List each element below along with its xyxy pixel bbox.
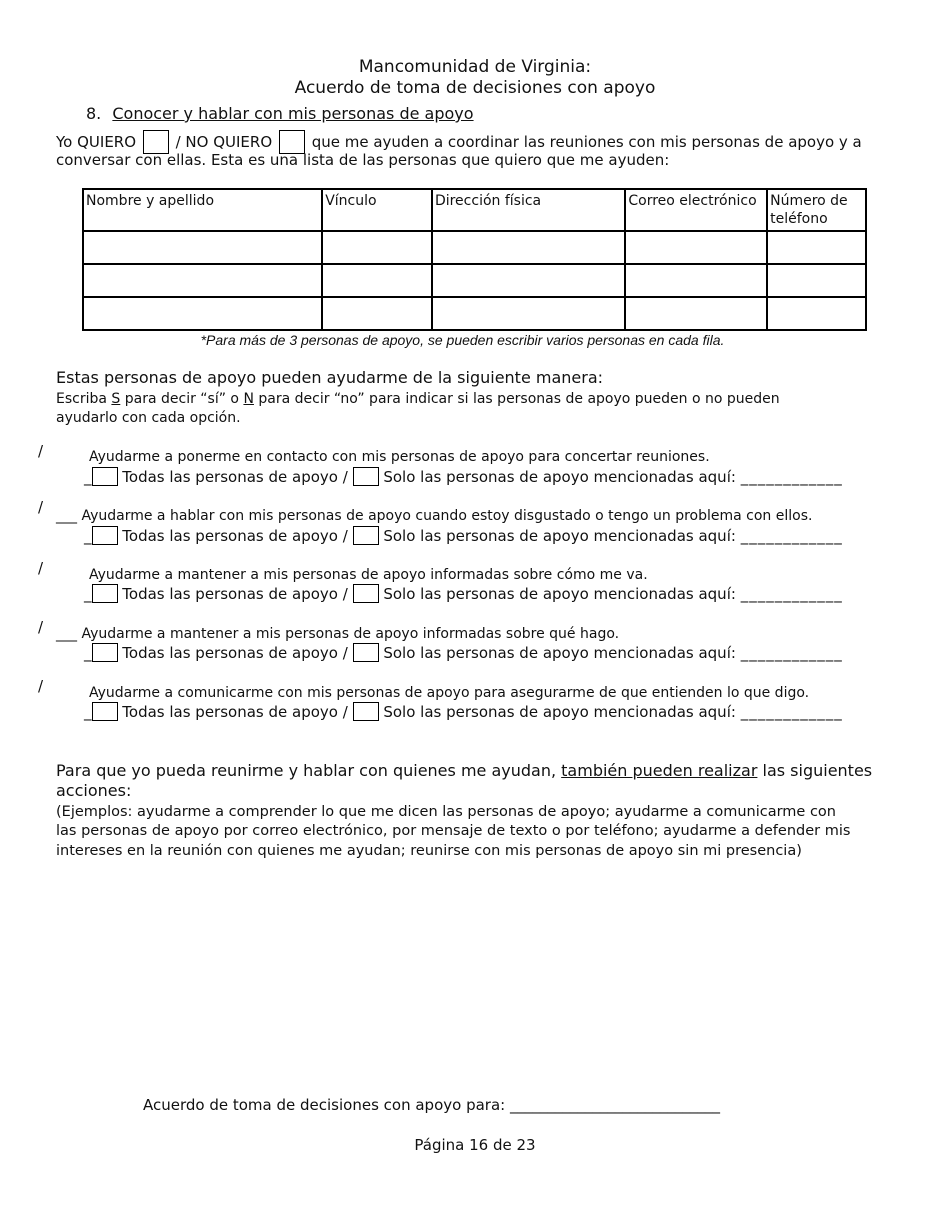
header-name: Nombre y apellido [83,189,322,231]
option-answer-blank[interactable]: ___ [56,626,77,642]
instr-text: para decir “no” para indicar si las personas de apoyo pueden o no pueden [253,391,780,407]
help-heading: Estas personas de apoyo pueden ayudarme de la siguiente manera: [56,368,604,387]
option-title: Ayudarme a mantener a mis personas de apoyo informadas sobre cómo me va. [89,567,648,583]
all-supporters-checkbox[interactable] [92,526,118,545]
document-title: Mancomunidad de Virginia: [358,57,592,77]
help-instructions [56,390,780,408]
only-listed-label: Solo las personas de apoyo mencionadas aquí: [383,585,736,603]
table-row [83,264,866,297]
table-row [83,297,866,330]
actions-text: las siguientes [757,761,873,780]
cell-relationship[interactable] [322,264,432,297]
only-listed-checkbox[interactable] [353,467,379,486]
actions-example-2: las personas de apoyo por correo electrónico, por mensaje de texto o por teléfono; ayudarme a defender mis [56,823,851,839]
option-title-row [56,626,619,642]
actions-example-3: intereses en la reunión con quienes me ayudan; reunirse con mis personas de apoyo sin mi presencia) [56,843,802,859]
option-choices: _ Todas las personas de apoyo / Solo las personas de apoyo mencionadas aquí: ____________ [84,468,843,486]
only-listed-checkbox[interactable] [353,526,379,545]
section-heading [86,105,474,123]
option-choices: _ Todas las personas de apoyo / Solo las personas de apoyo mencionadas aquí: ____________ [84,585,843,603]
only-listed-checkbox[interactable] [353,643,379,662]
actions-emphasis: también pueden realizar [561,761,758,780]
cell-address[interactable] [432,297,625,330]
actions-heading-2: acciones: [56,781,132,800]
option-marker: / [38,442,44,460]
actions-example-1: (Ejemplos: ayudarme a comprender lo que me dicen las personas de apoyo; ayudarme a comunicarme con [56,804,836,820]
cell-name[interactable] [83,297,322,330]
option-choices: _ Todas las personas de apoyo / Solo las personas de apoyo mencionadas aquí: ____________ [84,644,843,662]
option-title: Ayudarme a hablar con mis personas de apoyo cuando estoy disgustado o tengo un problema con ellos. [81,508,813,524]
all-supporters-label: Todas las personas de apoyo / [122,468,348,486]
option-choices: _ Todas las personas de apoyo / Solo las personas de apoyo mencionadas aquí: ____________ [84,527,843,545]
all-supporters-checkbox[interactable] [92,467,118,486]
all-supporters-checkbox[interactable] [92,702,118,721]
cell-email[interactable] [625,264,767,297]
option-marker: / [38,677,44,695]
cell-phone[interactable] [767,297,866,330]
cell-address[interactable] [432,264,625,297]
option-title: Ayudarme a comunicarme con mis personas de apoyo para asegurarme de que entienden lo que digo. [89,685,810,701]
option-marker: / [38,618,44,636]
option-marker: / [38,559,44,577]
actions-heading [56,762,872,780]
only-listed-label: Solo las personas de apoyo mencionadas aquí: [383,527,736,545]
header-email: Correo electrónico [625,189,767,231]
table-note: *Para más de 3 personas de apoyo, se pueden escribir varios personas en cada fila. [200,332,725,348]
header-relationship: Vínculo [322,189,432,231]
instr-yes-letter: S [111,391,121,407]
all-supporters-checkbox[interactable] [92,584,118,603]
listed-names-blank[interactable]: ____________ [740,468,843,486]
header-phone: Número de teléfono [767,189,866,231]
instr-no-letter: N [243,391,254,407]
instr-text: Escriba [56,391,112,407]
only-listed-label: Solo las personas de apoyo mencionadas aquí: [383,703,736,721]
section-number: 8. [86,104,102,123]
document-subtitle: Acuerdo de toma de decisiones con apoyo [294,78,656,98]
intro-text-1: que me ayuden a coordinar las reuniones con mis personas de apoyo y a [311,133,862,151]
instr-text: para decir “sí” o [120,391,244,407]
cell-relationship[interactable] [322,231,432,264]
cell-relationship[interactable] [322,297,432,330]
all-supporters-label: Todas las personas de apoyo / [122,585,348,603]
option-title: Ayudarme a ponerme en contacto con mis personas de apoyo para concertar reuniones. [89,449,710,465]
only-listed-label: Solo las personas de apoyo mencionadas aquí: [383,644,736,662]
intro-line-2: conversar con ellas. Esta es una lista de las personas que quiero que me ayuden: [56,151,670,169]
cell-name[interactable] [83,231,322,264]
option-answer-blank[interactable]: ___ [56,508,77,524]
all-supporters-checkbox[interactable] [92,643,118,662]
listed-names-blank[interactable]: ____________ [740,644,843,662]
table-header-row [83,189,866,231]
cell-email[interactable] [625,297,767,330]
footer-agreement-line: Acuerdo de toma de decisiones con apoyo para: ____________________________ [143,1096,720,1114]
support-people-table [82,188,867,331]
header-address: Dirección física [432,189,625,231]
listed-names-blank[interactable]: ____________ [740,703,843,721]
cell-name[interactable] [83,264,322,297]
all-supporters-label: Todas las personas de apoyo / [122,527,348,545]
help-instructions-2: ayudarlo con cada opción. [56,410,241,426]
not-want-label: / NO QUIERO [175,133,273,151]
want-label: Yo QUIERO [56,133,137,151]
option-marker: / [38,498,44,516]
page-number: Página 16 de 23 [414,1136,536,1154]
only-listed-checkbox[interactable] [353,702,379,721]
section-title: Conocer y hablar con mis personas de apoyo [112,104,474,123]
all-supporters-label: Todas las personas de apoyo / [122,703,348,721]
cell-phone[interactable] [767,231,866,264]
only-listed-checkbox[interactable] [353,584,379,603]
listed-names-blank[interactable]: ____________ [740,527,843,545]
table-row [83,231,866,264]
option-title: Ayudarme a mantener a mis personas de apoyo informadas sobre qué hago. [81,626,620,642]
actions-text: Para que yo pueda reunirme y hablar con quienes me ayudan, [56,761,562,780]
cell-address[interactable] [432,231,625,264]
listed-names-blank[interactable]: ____________ [740,585,843,603]
cell-phone[interactable] [767,264,866,297]
option-title-row [56,508,812,524]
all-supporters-label: Todas las personas de apoyo / [122,644,348,662]
cell-email[interactable] [625,231,767,264]
option-choices: _ Todas las personas de apoyo / Solo las personas de apoyo mencionadas aquí: ____________ [84,703,843,721]
only-listed-label: Solo las personas de apoyo mencionadas aquí: [383,468,736,486]
